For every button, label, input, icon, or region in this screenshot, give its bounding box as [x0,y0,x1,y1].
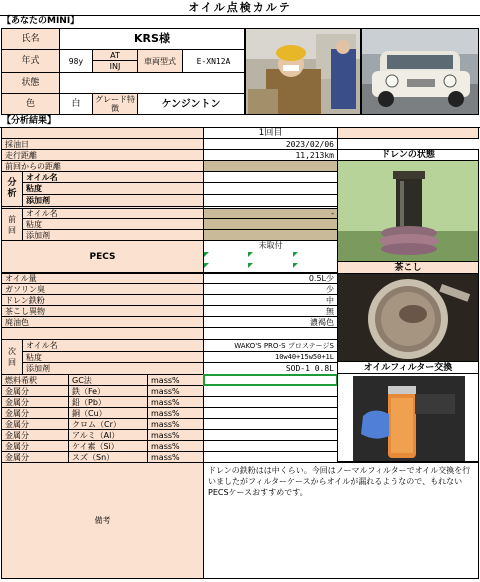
metal-row-label: 金属分 [1,429,69,441]
additive-label: 添加剤 [22,194,204,207]
prev-viscosity-label: 粘度 [22,218,204,230]
next-viscosity-label: 粘度 [22,351,204,363]
next-additive-label: 添加剤 [22,362,204,375]
pecs-value: 未取付 [258,241,283,250]
prev-group-label: 前回 [1,208,23,241]
gasoline-label: ガソリン臭 [1,283,204,295]
strainer-header: 茶こし [337,261,479,274]
next-additive-value: SOD-1 0.8L [203,362,338,375]
mileage-label: 走行距離 [1,149,204,161]
metal-row-element: クロム（Cr） [68,418,148,430]
distance-label: 前回からの距離 [1,160,204,172]
metal-row-element: 鉛（Pb） [68,396,148,408]
viscosity-label: 粘度 [22,182,204,195]
metal-row-unit: mass% [147,440,204,452]
selected-cell[interactable] [203,374,338,386]
grade-value: ケンジントン [137,93,245,115]
oil-amount-value: 0.5L少 [203,273,338,284]
metal-row-unit: mass% [147,407,204,419]
metal-row-label: 金属分 [1,418,69,430]
round-right-blank [337,127,479,139]
analysis-group-label: 分析 [1,171,23,207]
color-label: 色 [1,93,60,115]
comment-marker [204,263,209,268]
metal-row-unit: mass% [147,374,204,386]
next-oil-name-value: WAKO'S PRO-S プロステージS [203,339,338,352]
comment-marker [293,263,298,268]
metal-row-element: 鉄（Fe） [68,385,148,397]
additive-value [203,194,338,207]
pecs-value-cell [203,240,338,273]
color-value: 白 [59,93,93,115]
round-label: 1回目 [203,127,338,139]
metal-row-unit: mass% [147,451,204,463]
metal-row-label: 金属分 [1,451,69,463]
prev-oil-name-label: オイル名 [22,208,204,219]
filter-photo [353,376,465,461]
strainer-photo [337,273,479,362]
metal-row-element: 銅（Cu） [68,407,148,419]
drain-iron-value: 中 [203,294,338,306]
comment-marker [248,263,253,268]
strainer-value: 無 [203,305,338,317]
drain-state-header: ドレンの状態 [337,149,479,161]
remarks-label: 備考 [1,462,204,579]
model-label: 車両型式 [137,49,183,73]
metal-row-label: 金属分 [1,385,69,397]
metal-row-unit: mass% [147,385,204,397]
filter-header: オイルフィルター交換 [337,361,479,374]
pecs-label: PECS [1,240,204,273]
metal-row-unit: mass% [147,396,204,408]
drain-iron-label: ドレン鉄粉 [1,294,204,306]
model-value: E-XN12A [182,49,245,73]
at-label: AT [92,49,138,61]
customer-photo [245,28,361,115]
metal-row-element: ケイ素（Si） [68,440,148,452]
metal-row-unit: mass% [147,429,204,441]
metal-row-label: 金属分 [1,396,69,408]
comment-marker [248,252,253,257]
sample-date-value: 2023/02/06 [203,138,338,150]
metal-row-element: アルミ（Al） [68,429,148,441]
metal-row-unit: mass% [147,418,204,430]
metal-row-element: スズ（Sn） [68,451,148,463]
waste-color-value: 濃褐色 [203,316,338,328]
oil-amount-label: オイル量 [1,273,204,284]
grade-label: グレード特徴 [92,93,138,115]
metal-row-label: 金属分 [1,440,69,452]
waste-color-label: 廃油色 [1,316,204,328]
metal-row-label: 燃料希釈 [1,374,69,386]
comment-marker [293,252,298,257]
next-oil-name-label: オイル名 [22,339,204,352]
status-label: 状態 [1,72,60,94]
name-label: 氏名 [1,28,60,50]
status-value [59,72,245,94]
inj-label: INJ [92,60,138,73]
gasoline-value: 少 [203,283,338,295]
next-viscosity-value: 10w40+15w50+1L [203,351,338,363]
name-value: KRS様 [59,28,245,50]
drain-photo [337,160,479,262]
next-group-label: 次回 [1,339,23,375]
page-title: オイル点検カルテ [188,1,292,14]
prev-additive-label: 添加剤 [22,229,204,241]
strainer-label: 茶こし異物 [1,305,204,317]
filter-photo-frame [337,373,479,462]
oil-name-label: オイル名 [22,171,204,183]
year-value: 98y [59,49,93,73]
mileage-value: 11,213km [203,149,338,161]
comment-marker [204,252,209,257]
section-customer: 【あなたのMINI】 [2,16,80,26]
section-analysis: 【分析結果】 [2,116,57,126]
sample-date-label: 採油日 [1,138,204,150]
prev-oil-name-value: - [203,208,338,219]
car-photo [361,28,479,115]
metal-row-element: GC法 [68,374,148,386]
year-label: 年式 [1,49,60,73]
remarks-text: ドレンの鉄粉はは中くらい。今回はノーマルフィルターでオイル交換を行いましたがフィルターケースからオイルが漏れるようなので、もれないPECSケースおすすめです。 [203,462,479,579]
metal-row-label: 金属分 [1,407,69,419]
